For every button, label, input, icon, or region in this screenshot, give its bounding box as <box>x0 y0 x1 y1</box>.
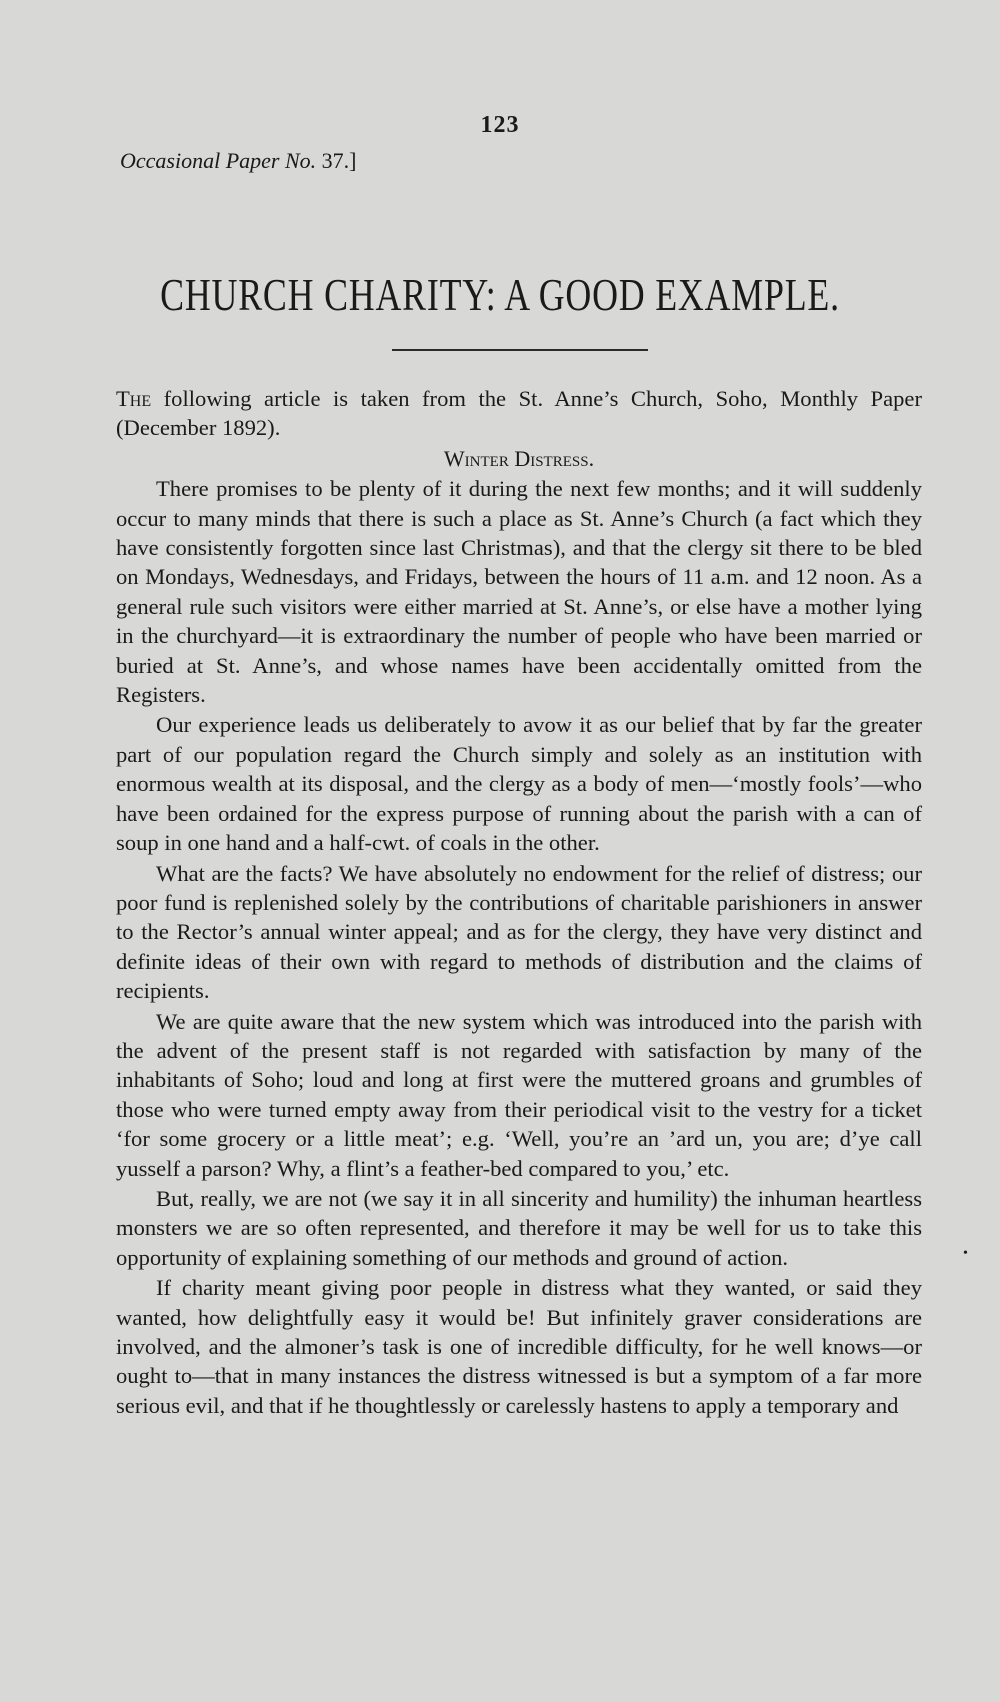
running-head-number: 37.] <box>316 148 357 173</box>
margin-mark: • <box>963 1246 968 1261</box>
paragraph-3: What are the facts? We have absolutely no endowment for the relief of distress; our poor fund is replenished solely by the contributions of charitable parishioners in answer to the Rector’s annual winter appeal; and as for the clergy, they have very distinct and definite ideas of their own with regard to methods of distribution and the claims of recipients. <box>116 860 922 1004</box>
running-head-title: Occasional Paper No. <box>120 148 317 173</box>
article-body <box>116 384 922 1420</box>
paragraph-1: There promises to be plenty of it during the next few months; and it will suddenly occur to many minds that there is such a place as St. Anne’s Church (a fact which they have consistently forgotten since last Christmas), and that the clergy sit there to be bled on Mondays, Wednesdays, and Fridays, between the hours of 11 a.m. and 12 noon. As a general rule such visitors were either married at St. Anne’s, or else have a mother lying in the churchyard—it is extraordinary the number of people who have been married or buried at St. Anne’s, and whose names have been accidentally omitted from the Registers. <box>116 476 922 708</box>
paragraph-2: Our experience leads us deliberately to avow it as our belief that by far the greater part of our population regard the Church simply and solely as an institution with enormous wealth at its disposal, and the clergy as a body of men—‘mostly fools’—who have been ordained for the express purpose of running about the parish with a can of soup in one hand and a half-cwt. of coals in the other. <box>116 712 922 856</box>
paragraph-6: If charity meant giving poor people in distress what they wanted, or said they wanted, how delightfully easy it would be! But infinitely graver considerations are involved, and the almoner’s task is one of incredible difficulty, for he well knows—or ought to—that in many instances the distress witnessed is but a symptom of a far more serious evil, and that if he thoughtlessly or carelessly hastens to apply a temporary and <box>116 1275 922 1418</box>
title-divider <box>392 349 648 351</box>
intro-lead: The <box>116 386 152 411</box>
paragraph-4: We are quite aware that the new system which was introduced into the parish with the advent of the present staff is not regarded with satisfaction by many of the inhabitants of Soho; loud and long at first were the muttered groans and grumbles of those who were turned empty away from their periodical visit to the vestry for a ticket ‘for some grocery or a little meat’; e.g. ‘Well, you’re an ’ard un, you are; d’ye call yusself a parson? Why, a flint’s a feather-bed compared to you,’ etc. <box>116 1008 922 1181</box>
intro-paragraph <box>116 384 922 443</box>
page-number: 123 <box>480 112 520 138</box>
paragraph-5: But, really, we are not (we say it in all sincerity and humility) the inhuman heartless monsters we are so often represented, and therefore it may be well for us to take this opportunity of explaining something of our methods and ground of action. <box>116 1185 922 1270</box>
intro-rest: following article is taken from the St. Anne’s Church, Soho, Monthly Paper (December 1892). <box>116 386 922 441</box>
article-title: CHURCH CHARITY: A GOOD EXAMPLE. <box>160 269 840 320</box>
section-subheading: Winter Distress. <box>443 445 595 471</box>
running-head <box>120 148 356 174</box>
